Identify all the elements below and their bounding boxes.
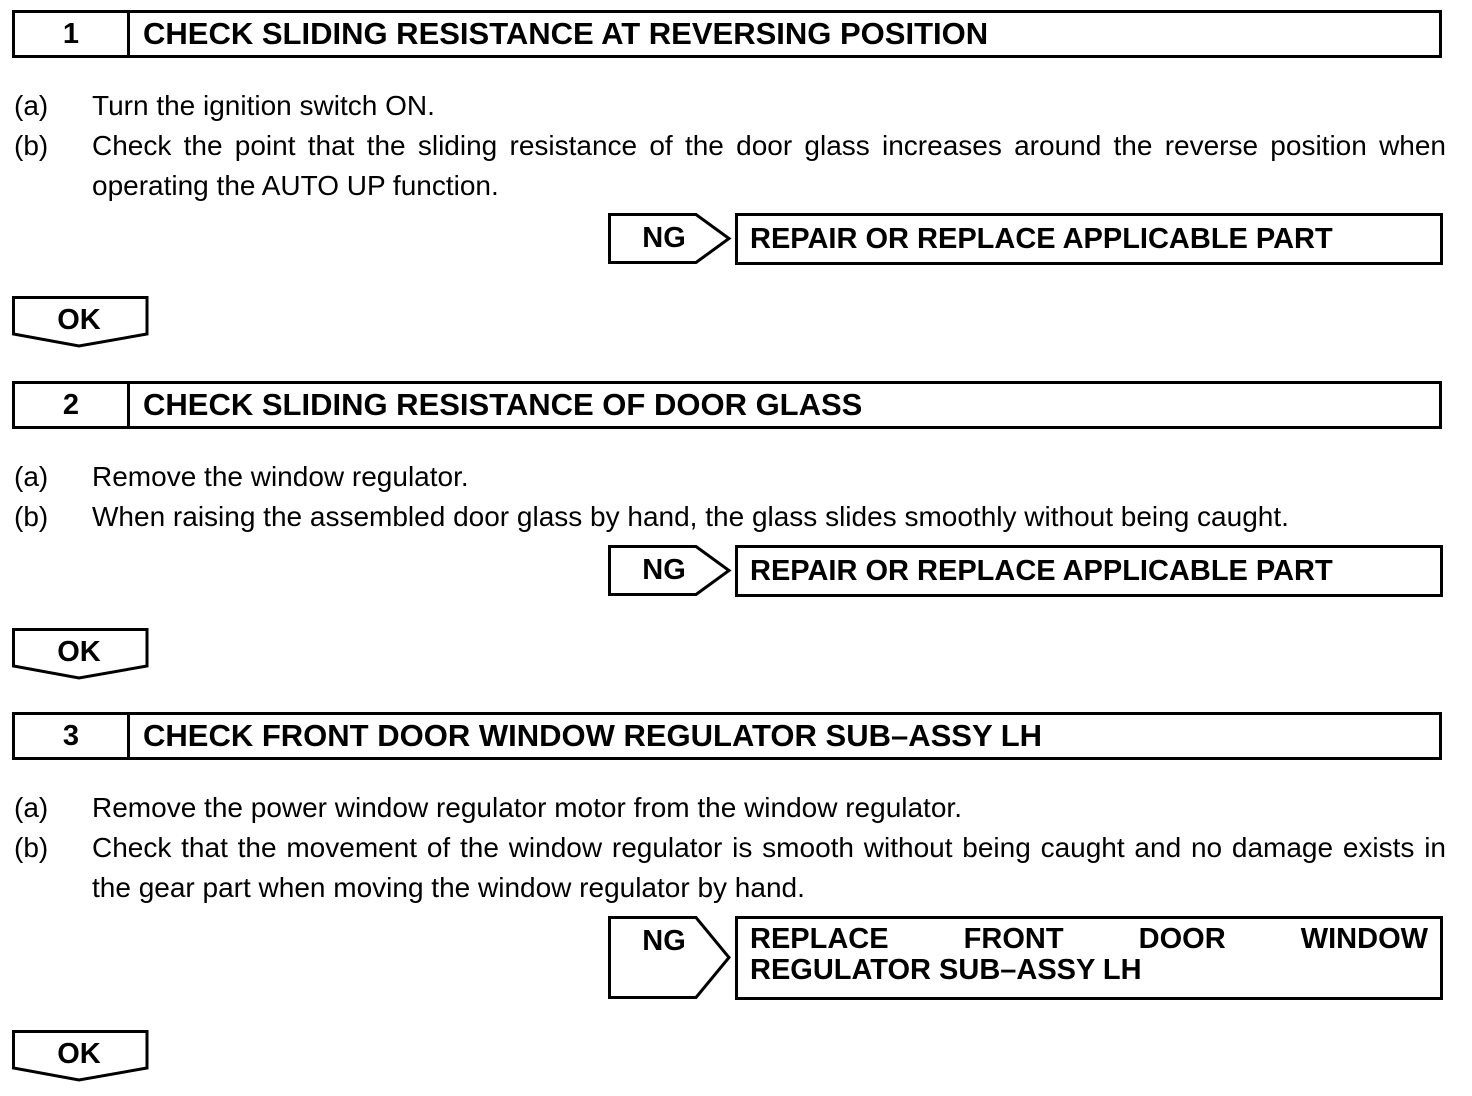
instruction-item bbox=[14, 86, 1446, 126]
instruction-item bbox=[14, 457, 1446, 497]
step-2-header bbox=[12, 381, 1442, 429]
step-3-instructions bbox=[14, 788, 1446, 908]
step-3-number: 3 bbox=[15, 715, 130, 757]
step-3-ng-arrow bbox=[608, 916, 732, 1000]
step-3-ng-action bbox=[735, 916, 1443, 1000]
instruction-item bbox=[14, 126, 1446, 206]
step-2-ng-action: REPAIR OR REPLACE APPLICABLE PART bbox=[735, 545, 1443, 597]
instruction-text: Check the point that the sliding resistance of the door glass increases around the reverse position when operating the AUTO UP function. bbox=[92, 130, 1446, 201]
step-2-instructions bbox=[14, 457, 1446, 537]
step-3-title: CHECK FRONT DOOR WINDOW REGULATOR SUB–ASSY LH bbox=[143, 718, 1043, 753]
instruction-item bbox=[14, 788, 1446, 828]
instruction-label: (a) bbox=[14, 792, 49, 823]
ng-action-line-1: REPLACE FRONT DOOR WINDOW bbox=[750, 923, 1428, 955]
step-2-ok-arrow bbox=[12, 628, 150, 680]
instruction-text: Remove the power window regulator motor from the window regulator. bbox=[92, 792, 962, 823]
ng-label: NG bbox=[642, 222, 686, 254]
step-2-ng-arrow bbox=[608, 545, 732, 597]
instruction-text: When raising the assembled door glass by hand, the glass slides smoothly without being caught. bbox=[92, 501, 1289, 532]
step-1-instructions bbox=[14, 86, 1446, 206]
ok-label: OK bbox=[57, 1038, 101, 1070]
step-1-header bbox=[12, 10, 1442, 58]
step-2-number: 2 bbox=[15, 384, 130, 426]
ok-label: OK bbox=[57, 636, 101, 668]
step-3-ok-arrow bbox=[12, 1030, 150, 1082]
step-1-number: 1 bbox=[15, 13, 130, 55]
instruction-item bbox=[14, 828, 1446, 908]
ok-label: OK bbox=[57, 304, 101, 336]
instruction-text: Check that the movement of the window regulator is smooth without being caught and no damage exists in the gear part when moving the window regulator by hand. bbox=[92, 832, 1446, 903]
instruction-text: Turn the ignition switch ON. bbox=[92, 90, 435, 121]
instruction-label: (b) bbox=[14, 501, 49, 532]
step-1-ok-arrow bbox=[12, 296, 150, 348]
instruction-item bbox=[14, 497, 1446, 537]
ng-action-line-2: REGULATOR SUB–ASSY LH bbox=[750, 954, 1142, 986]
step-1-ng-arrow bbox=[608, 213, 732, 265]
instruction-label: (a) bbox=[14, 90, 49, 121]
ng-label: NG bbox=[642, 925, 686, 957]
instruction-label: (a) bbox=[14, 461, 49, 492]
step-1-title: CHECK SLIDING RESISTANCE AT REVERSING POSITION bbox=[143, 16, 989, 51]
instruction-label: (b) bbox=[14, 130, 49, 161]
instruction-label: (b) bbox=[14, 832, 49, 863]
step-3-header bbox=[12, 712, 1442, 760]
step-1-ng-action: REPAIR OR REPLACE APPLICABLE PART bbox=[735, 213, 1443, 265]
step-2-title: CHECK SLIDING RESISTANCE OF DOOR GLASS bbox=[143, 387, 863, 422]
instruction-text: Remove the window regulator. bbox=[92, 461, 469, 492]
ng-label: NG bbox=[642, 554, 686, 586]
